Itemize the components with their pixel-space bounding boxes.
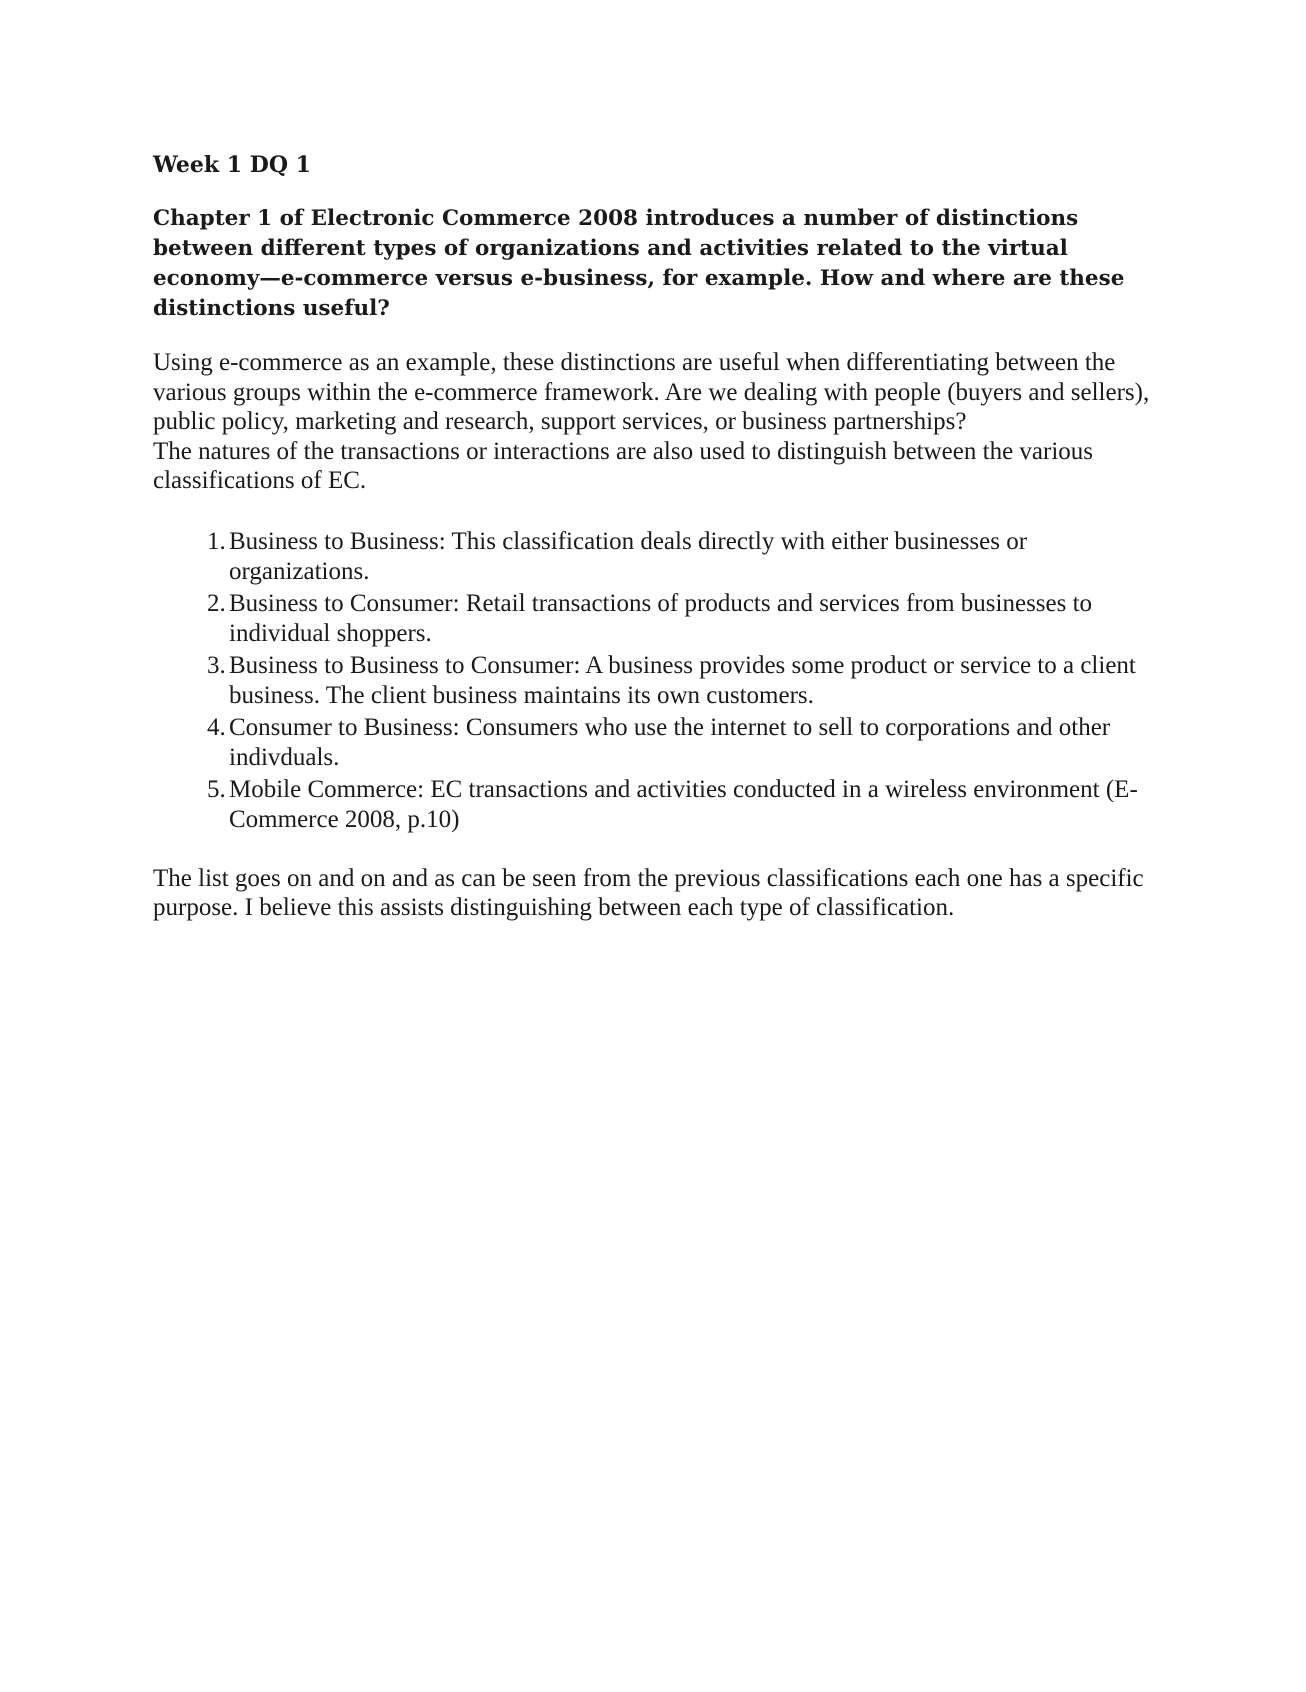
list-item-number: 3. [207,651,226,679]
intro-text-1: Using e-commerce as an example, these distinctions are useful when differentiating between the various groups within the e-commerce framework. Are we dealing with people (buyers and sellers), public policy, marketing and research, support services, or business partnerships? [153,349,1150,435]
list-item [153,527,1153,587]
list-item [153,651,1153,711]
list-item-text: Business to Business to Consumer: A business provides some product or service to a client business. The client business maintains its own customers. [229,651,1136,709]
intro-paragraph [153,348,1153,496]
closing-paragraph: The list goes on and on and as can be seen from the previous classifications each one has a specific purpose. I believe this assists distinguishing between each type of classification. [153,864,1144,921]
list-item-text: Mobile Commerce: EC transactions and activities conducted in a wireless environment (E-Commerce 2008, p.10) [229,775,1138,833]
list-item-number: 1. [207,527,226,555]
document-page [153,150,1153,923]
list-item [153,589,1153,649]
list-item-number: 2. [207,589,226,617]
document-heading: Week 1 DQ 1 [153,152,311,178]
intro-text-2: The natures of the transactions or interactions are also used to distinguish between the various classifications of EC. [153,437,1094,494]
list-item [153,775,1153,835]
list-item [153,713,1153,773]
classification-list [153,527,1153,835]
list-item-text: Consumer to Business: Consumers who use the internet to sell to corporations and other indivduals. [229,713,1111,771]
list-item-text: Business to Business: This classification deals directly with either businesses or organizations. [229,527,1028,585]
discussion-question: Chapter 1 of Electronic Commerce 2008 introduces a number of distinctions between different types of organizations and activities related to the virtual economy—e-commerce versus e-business, for example. How and where are these distinctions useful? [153,206,1125,321]
list-item-number: 4. [207,713,226,741]
list-item-number: 5. [207,775,226,803]
list-item-text: Business to Consumer: Retail transactions of products and services from businesses to individual shoppers. [229,589,1093,647]
